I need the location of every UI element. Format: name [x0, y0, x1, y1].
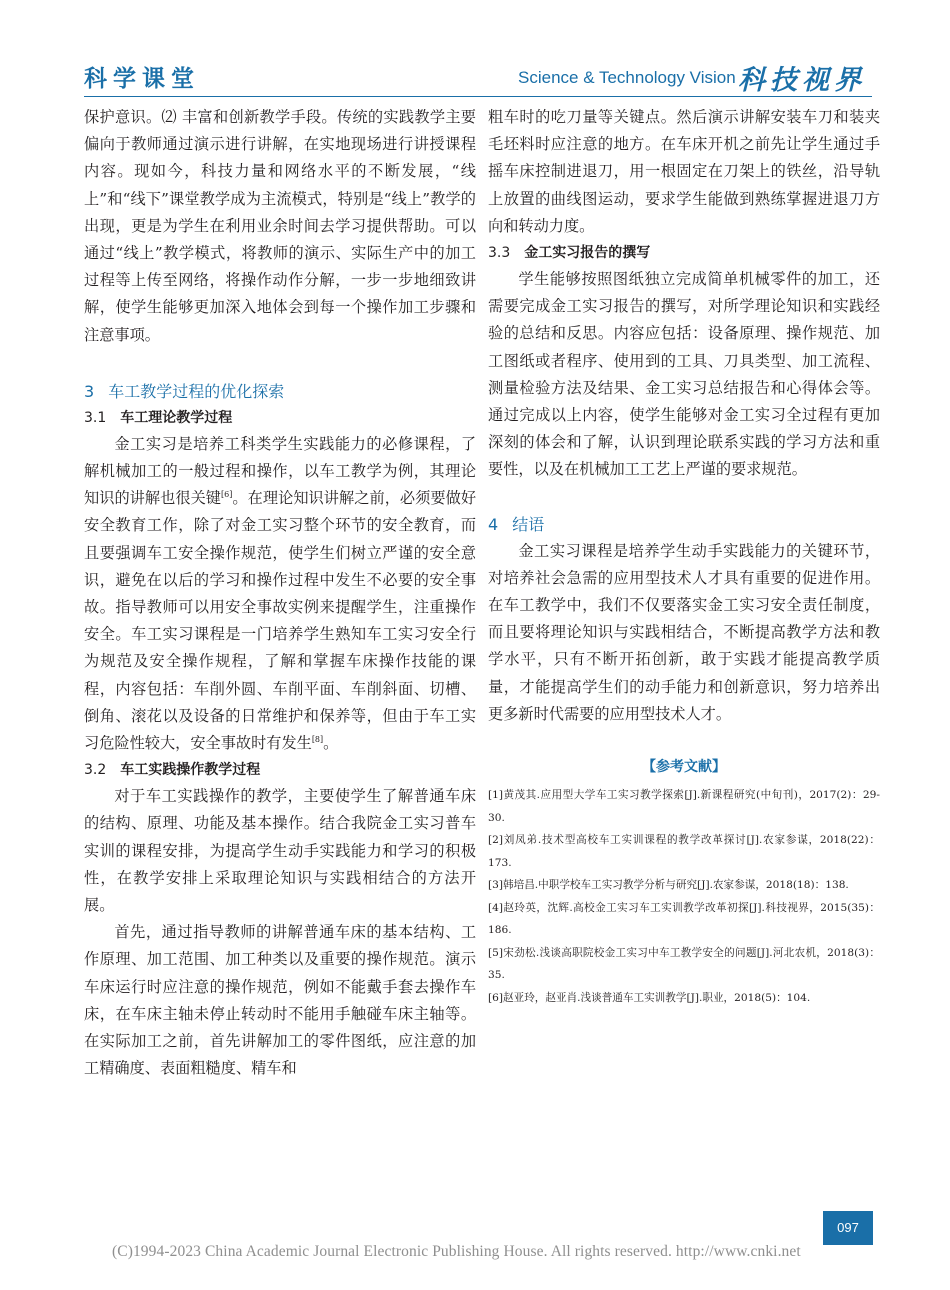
reference-item: [4]赵玲英，沈辉.高校金工实习车工实训教学改革初探[J].科技视界，2015(35)：186. [488, 901, 880, 937]
right-column [488, 104, 880, 1009]
section-title: 结语 [512, 514, 545, 534]
header-divider [84, 96, 872, 97]
section-number: 4 [488, 514, 499, 534]
subsection-heading-3-2 [84, 757, 476, 783]
subsection-number: 3.2 [84, 762, 107, 779]
reference-item: [3]韩培昌.中职学校车工实习教学分析与研究[J].农家参谋，2018(18)：138. [488, 879, 849, 892]
paragraph: 首先，通过指导教师的讲解普通车床的基本结构、工作原理、加工范围、加工种类以及重要的操作规范。演示车床运行时应注意的操作规范，例如不能戴手套去操作车床，在车床主轴未停止转动时不能用手触碰车床主轴等。在实际加工之前，首先讲解加工的零件图纸，应注意的加工精确度、表面粗糙度、精车和 [84, 923, 476, 1078]
citation: [8] [311, 735, 324, 744]
subsection-title: 车工理论教学过程 [120, 409, 233, 426]
paragraph: 学生能够按照图纸独立完成简单机械零件的加工，还需要完成金工实习报告的撰写，对所学理论知识和实践经验的总结和反思。内容应包括：设备原理、操作规范、加工图纸或者程序、使用到的工具、刀具类型、加工流程、测量检验方法及结果、金工实习总结报告和心得体会等。通过完成以上内容，使学生能够对金工实习全过程有更加深刻的体会和了解，认识到理论联系实践的学习方法和重要性，以及在机械加工工艺上严谨的要求规范。 [488, 270, 880, 479]
reference-item: [6]赵亚玲，赵亚肖.浅谈普通车工实训教学[J].职业，2018(5)：104. [488, 991, 811, 1004]
left-column [84, 104, 476, 1083]
section-heading-3 [84, 379, 476, 405]
paragraph-text: 。在理论知识讲解之前，必须要做好安全教育工作，除了对金工实习整个环节的安全教育，而且要强调车工安全操作规范，使学生们树立严谨的安全意识，避免在以后的学习和操作过程中发生不必要的安全事故。指导教师可以用安全事故实例来提醒学生，注重操作安全。车工实习课程是一门培养学生熟知车工实习安全行为规范及安全操作规程，了解和掌握车床操作技能的课程，内容包括：车削外圆、车削平面、车削斜面、切槽、倒角、滚花以及设备的日常维护和保养等，但由于车工实习危险性较大，安全事故时有发生 [84, 489, 477, 753]
subsection-heading-3-1 [84, 405, 476, 431]
section-title: 车工教学过程的优化探索 [108, 381, 285, 401]
reference-item: [2]刘凤弟.技术型高校车工实训课程的教学改革探讨[J].农家参谋，2018(22)：173. [488, 834, 880, 869]
section-header: 科学课堂 [84, 66, 200, 92]
paragraph-text: 金工实习是培养工科类学生实践能力的必修课程，了解机械加工的一般过程和操作，以车工教学为例，其理论知识的讲解也很关键 [84, 434, 476, 508]
paragraph [84, 431, 476, 757]
citation: [6] [221, 490, 233, 500]
journal-name-en: Science & Technology Vision [518, 68, 736, 87]
page-number: 097 [823, 1211, 873, 1245]
reference-item: [1]黄茂其.应用型大学车工实习教学探索[J].新课程研究(中旬刊)，2017(2)：29-30. [488, 789, 880, 824]
subsection-title: 金工实习报告的撰写 [524, 245, 651, 262]
references-list [488, 784, 880, 1009]
journal-name-cn: 科技视界 [738, 65, 866, 96]
references-title: 【参考文献】 [642, 759, 726, 776]
section-heading-4 [488, 512, 880, 538]
subsection-title: 车工实践操作教学过程 [120, 762, 261, 779]
paragraph: 金工实习课程是培养学生动手实践能力的关键环节，对培养社会急需的应用型技术人才具有重要的促进作用。在车工教学中，我们不仅要落实金工实习安全责任制度，而且要将理论知识与实践相结合，不断提高教学方法和教学水平，只有不断开拓创新，敢于实践才能提高教学质量，才能提高学生们的动手能力和创新意识，努力培养出更多新时代需要的应用型技术人才。 [488, 541, 880, 723]
paragraph: 对于车工实践操作的教学，主要使学生了解普通车床的结构、原理、功能及基本操作。结合我院金工实习普车实训的课程安排，为提高学生动手实践能力和学习的积极性，在教学安排上采取理论知识与实践相结合的方法开展。 [84, 787, 476, 915]
paragraph: 粗车时的吃刀量等关键点。然后演示讲解安装车刀和装夹毛坯料时应注意的地方。在车床开机之前先让学生通过手摇车床控制进退刀，用一根固定在刀架上的铁丝，沿导轨上放置的曲线图运动，要求学生能做到熟练掌握进退刀方向和转动力度。 [488, 108, 880, 235]
paragraph: 保护意识。⑵ 丰富和创新教学手段。传统的实践教学主要偏向于教师通过演示进行讲解，在实地现场进行讲授课程内容。现如今，科技力量和网络水平的不断发展，“线上”和“线下”课堂教学成为主流模式，特别是“线上”教学的出现，更是为学生在利用业余时间去学习提供帮助。可以通过“线上”教学模式，将教师的演示、实际生产中的加工过程等上传至网络，将操作动作分解，一步一步地细致讲解，使学生能够更加深入地体会到每一个操作加工步骤和注意事项。 [84, 108, 476, 344]
section-number: 3 [84, 381, 95, 401]
subsection-number: 3.1 [84, 409, 107, 426]
paragraph-text: 。 [323, 734, 339, 753]
copyright-footer: (C)1994-2023 China Academic Journal Electronic Publishing House. All rights reserved. http://www.cnki.net [112, 1243, 801, 1260]
subsection-number: 3.3 [488, 245, 511, 262]
subsection-heading-3-3 [488, 240, 880, 266]
reference-item: [5]宋劲松.浅谈高职院校金工实习中车工教学安全的问题[J].河北农机，2018(3)：35. [488, 946, 880, 982]
